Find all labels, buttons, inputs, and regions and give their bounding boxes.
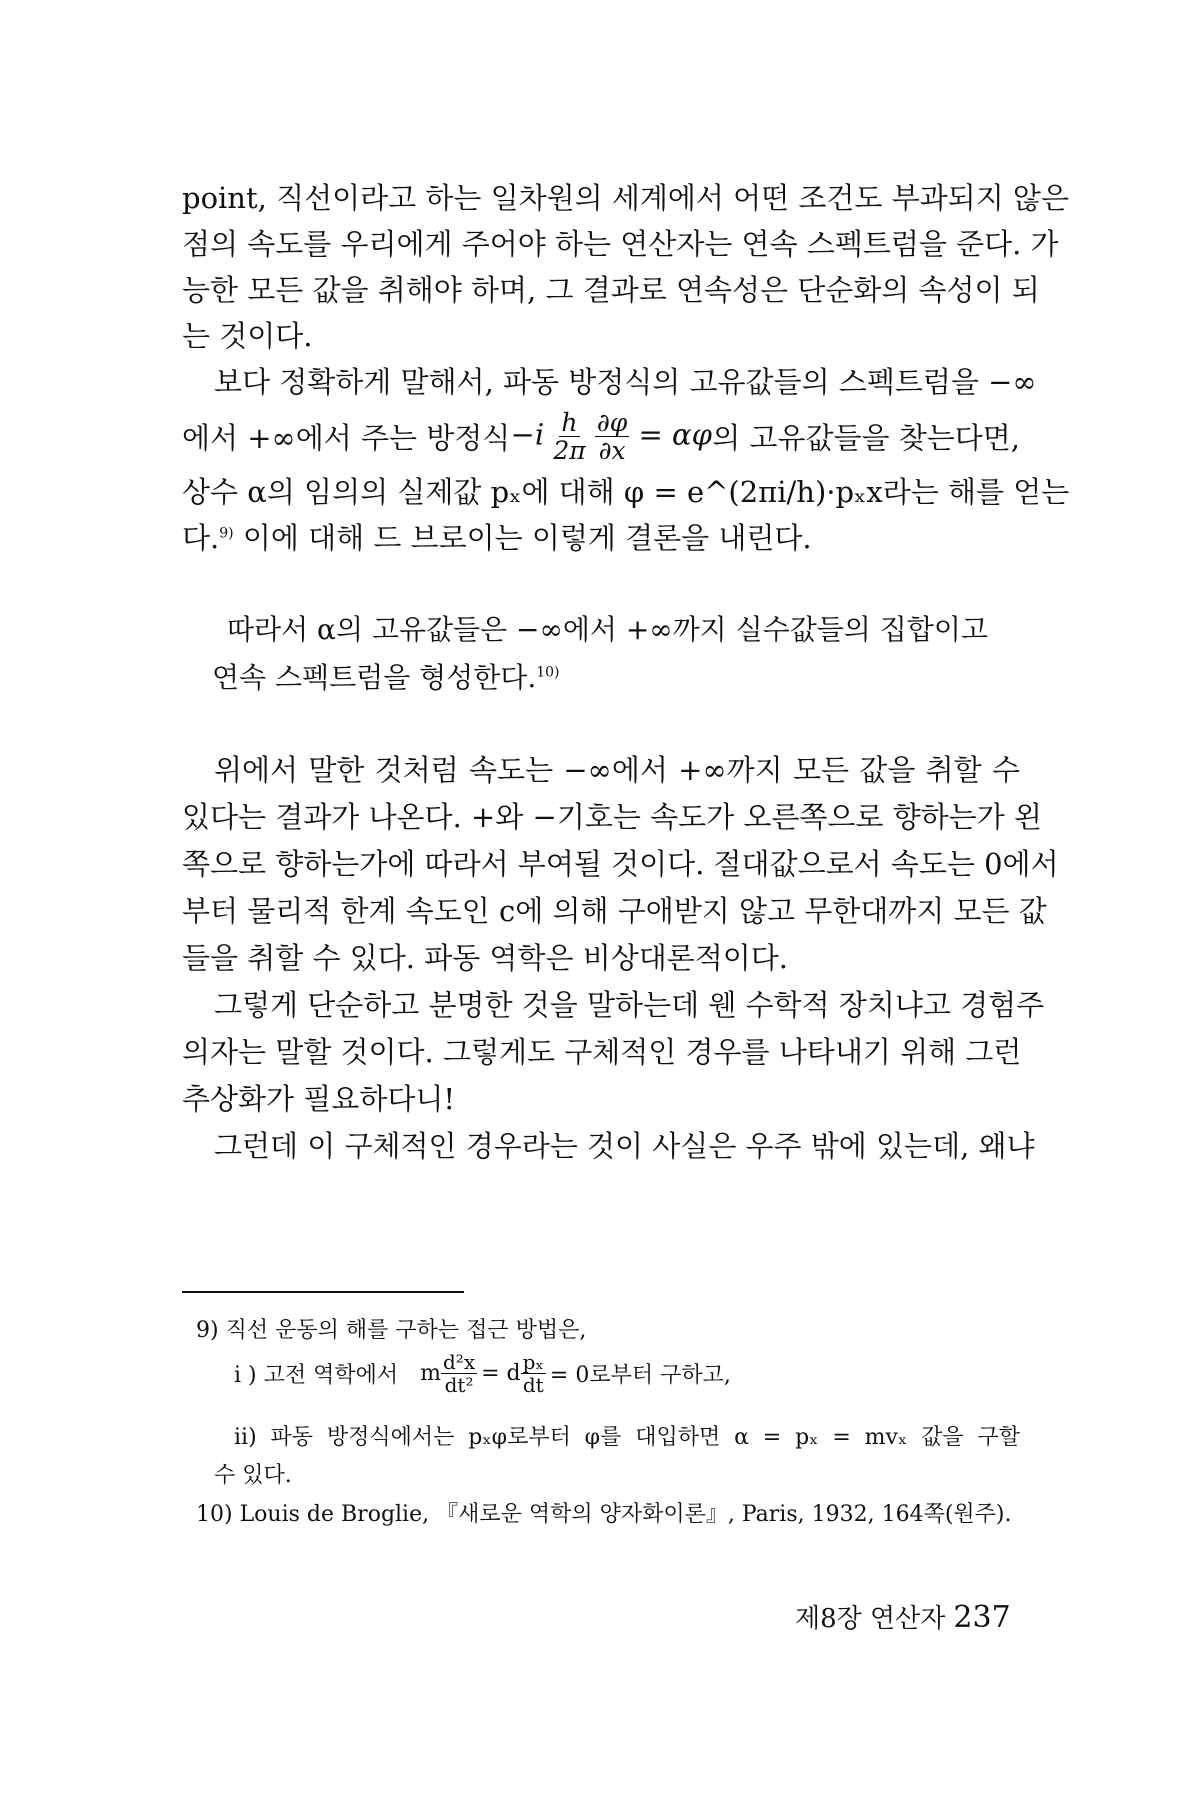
footnote-9-classical bbox=[234, 1352, 731, 1395]
footnote-10: 10) Louis de Broglie, 『새로운 역학의 양자화이론』, Paris, 1932, 164쪽(원주). bbox=[196, 1502, 1012, 1527]
body-line: 점의 속도를 우리에게 주어야 하는 연산자는 연속 스펙트럼을 준다. 가 bbox=[182, 227, 1059, 261]
body-line: 부터 물리적 한계 속도인 c에 의해 구애받지 않고 무한대까지 모든 값 bbox=[182, 894, 1047, 928]
body-line: point, 직선이라고 하는 일차원의 세계에서 어떤 조건도 부과되지 않은 bbox=[182, 181, 1069, 215]
equation-suffix: = αφ bbox=[638, 417, 712, 452]
fraction-denominator: ∂x bbox=[598, 436, 626, 465]
fraction-partial-derivative bbox=[595, 410, 629, 463]
page-number: 237 bbox=[953, 1600, 1011, 1635]
body-line: 쪽으로 향하는가에 따라서 부여될 것이다. 절대값으로서 속도는 0에서 bbox=[182, 847, 1059, 881]
fraction-second-derivative bbox=[441, 1352, 477, 1395]
quote-line bbox=[212, 656, 560, 696]
body-line: 는 것이다. bbox=[182, 319, 313, 353]
body-line: 들을 취할 수 있다. 파동 역학은 비상대론적이다. bbox=[182, 941, 789, 975]
quote-text: 연속 스펙트럼을 형성한다. bbox=[212, 661, 537, 694]
equation-line bbox=[182, 410, 1020, 463]
body-line: 그런데 이 구체적인 경우라는 것이 사실은 우주 밖에 있는데, 왜냐 bbox=[214, 1129, 1035, 1163]
body-line bbox=[182, 516, 1020, 557]
body-line: 그렇게 단순하고 분명한 것을 말하는데 웬 수학적 장치냐고 경험주 bbox=[214, 988, 1045, 1022]
fraction-denominator: dt² bbox=[444, 1373, 474, 1397]
body-line: 능한 모든 값을 취해야 하며, 그 결과로 연속성은 단순화의 속성이 되 bbox=[182, 273, 1040, 307]
equation-prefix: −i bbox=[510, 417, 545, 452]
fraction-momentum-rate bbox=[521, 1352, 546, 1395]
body-line: 위에서 말한 것처럼 속도는 −∞에서 +∞까지 모든 값을 취할 수 bbox=[214, 753, 1020, 787]
fraction-numerator: ∂φ bbox=[596, 408, 628, 437]
body-text: 다. bbox=[182, 521, 220, 555]
chapter-label: 제8장 연산자 bbox=[795, 1604, 946, 1634]
footnote-text: i ) 고전 역학에서 bbox=[234, 1363, 399, 1388]
footnote-text: = 0로부터 구하고, bbox=[549, 1363, 731, 1388]
body-line: 추상화가 필요하다니! bbox=[182, 1082, 455, 1116]
body-line: 의자는 말할 것이다. 그렇게도 구체적인 경우를 나타내기 위해 그런 bbox=[182, 1035, 1022, 1069]
body-line: 보다 정확하게 말해서, 파동 방정식의 고유값들의 스펙트럼을 −∞ bbox=[214, 365, 1037, 399]
body-text: 의 고유값들을 찾는다면, bbox=[712, 421, 1020, 455]
fraction-numerator: pₓ bbox=[522, 1350, 544, 1374]
body-text: 이에 대해 드 브로이는 이렇게 결론을 내린다. bbox=[233, 521, 812, 555]
equation-symbol: m bbox=[420, 1361, 441, 1386]
equation-symbol: = d bbox=[481, 1361, 521, 1386]
body-line: 있다는 결과가 나온다. +와 −기호는 속도가 오른쪽으로 향하는가 왼 bbox=[182, 800, 1042, 834]
footnote-marker: 10) bbox=[536, 664, 560, 681]
wave-equation bbox=[511, 410, 712, 463]
body-line: 상수 α의 임의의 실제값 pₓ에 대해 φ = e^(2πi/h)·pₓx라는 해를 얻는 bbox=[182, 475, 1070, 509]
quote-line: 따라서 α의 고유값들은 −∞에서 +∞까지 실수값들의 집합이고 bbox=[227, 613, 988, 646]
footnote-marker: 9) bbox=[219, 525, 234, 542]
fraction-numerator: h bbox=[561, 408, 578, 437]
fraction-denominator: 2π bbox=[553, 436, 586, 465]
footnote-9: 9) 직선 운동의 해를 구하는 접근 방법은, bbox=[196, 1318, 587, 1343]
footnote-divider bbox=[182, 1291, 464, 1293]
footnote-9-wave-cont: 수 있다. bbox=[214, 1463, 292, 1488]
page-footer bbox=[795, 1598, 1011, 1635]
fraction-denominator: dt bbox=[522, 1373, 544, 1397]
fraction-h-over-2pi bbox=[553, 410, 585, 463]
footnote-9-wave: ii) 파동 방정식에서는 pₓφ로부터 φ를 대입하면 α = pₓ = mvₓ 값을 구할 bbox=[234, 1425, 1020, 1450]
body-text: 에서 +∞에서 주는 방정식 bbox=[182, 421, 511, 455]
fraction-numerator: d²x bbox=[443, 1350, 476, 1374]
